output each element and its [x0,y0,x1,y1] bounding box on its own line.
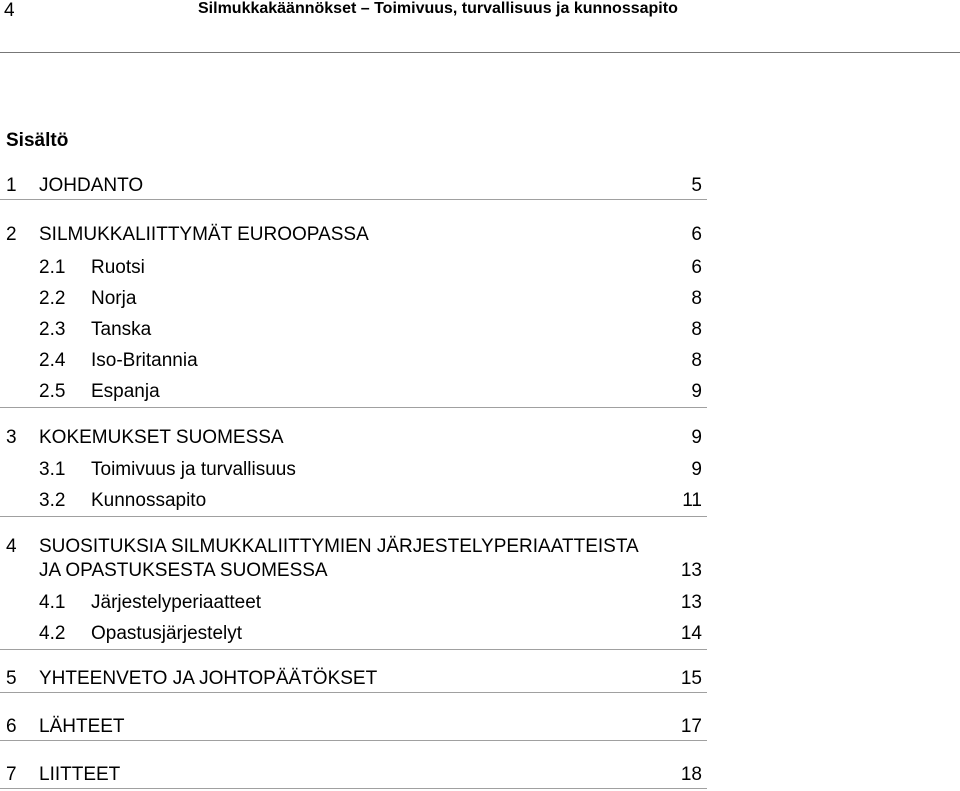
toc-entry-page: 9 [691,427,702,448]
toc-entry-number: 4 [6,536,17,557]
toc-entry-4-1[interactable] [0,592,707,616]
toc-entry-number: 6 [6,716,17,737]
toc-entry-page: 15 [680,668,702,689]
toc-entry-page: 6 [691,257,702,278]
page-header [0,0,960,53]
toc-entry-title: Opastusjärjestelyt [91,623,243,644]
toc-entry-number: 5 [6,668,17,689]
toc-entry-title: Norja [91,288,137,309]
toc-entry-6[interactable] [0,716,707,741]
toc-entry-page: 11 [682,490,702,511]
toc-entry-page: 9 [691,459,702,480]
toc-entry-number: 4.2 [39,623,66,644]
toc-entry-number: 3.1 [39,459,66,480]
toc-entry-1[interactable] [0,175,707,200]
toc-entry-title: Espanja [91,381,160,402]
toc-entry-title: SUOSITUKSIA SILMUKKALIITTYMIEN JÄRJESTELYPERIAATTEISTA [39,536,639,557]
toc-entry-4[interactable] [0,536,707,584]
toc-entry-title: Toimivuus ja turvallisuus [91,459,296,480]
toc-entry-page: 6 [691,224,702,245]
toc-entry-number: 1 [6,175,17,196]
page-number: 4 [4,0,15,21]
toc-heading: Sisältö [6,130,69,151]
toc-entry-page: 14 [680,623,702,644]
toc-entry-page: 13 [680,560,702,581]
toc-entry-4-2[interactable] [0,623,707,650]
toc-entry-title: Järjestelyperiaatteet [91,592,262,613]
toc-entry-3-1[interactable] [0,459,707,483]
toc-entry-title: Kunnossapito [91,490,207,511]
toc-entry-title: LÄHTEET [39,716,125,737]
toc-entry-title: Tanska [91,319,152,340]
toc-entry-2-3[interactable] [0,319,707,343]
toc-entry-title: YHTEENVETO JA JOHTOPÄÄTÖKSET [39,668,378,689]
toc-entry-2-4[interactable] [0,350,707,374]
toc-entry-number: 3 [6,427,17,448]
running-title: Silmukkakäännökset – Toimivuus, turvallisuus ja kunnossapito [198,0,678,17]
toc-entry-page: 9 [691,381,702,402]
toc-entry-title: Iso-Britannia [91,350,198,371]
toc-entry-page: 8 [691,319,702,340]
toc-entry-number: 2.5 [39,381,66,402]
toc-entry-3[interactable] [0,427,707,451]
toc-entry-page: 8 [691,350,702,371]
toc-entry-number: 2 [6,224,17,245]
toc-entry-title: Ruotsi [91,257,145,278]
toc-entry-page: 8 [691,288,702,309]
toc-entry-7[interactable] [0,764,707,789]
toc-entry-page: 13 [680,592,702,613]
toc-entry-2[interactable] [0,224,707,248]
toc-entry-2-2[interactable] [0,288,707,312]
toc-entry-number: 2.4 [39,350,66,371]
toc-entry-number: 4.1 [39,592,66,613]
toc-entry-2-1[interactable] [0,257,707,281]
toc-entry-3-2[interactable] [0,490,707,517]
toc-entry-title: LIITTEET [39,764,121,785]
toc-entry-page: 18 [680,764,702,785]
toc-entry-title-line2: JA OPASTUKSESTA SUOMESSA [39,560,328,581]
toc-entry-title: KOKEMUKSET SUOMESSA [39,427,284,448]
toc-entry-number: 7 [6,764,17,785]
toc-entry-5[interactable] [0,668,707,693]
toc-entry-number: 2.2 [39,288,66,309]
toc-entry-number: 2.1 [39,257,66,278]
toc-entry-number: 2.3 [39,319,66,340]
toc-entry-2-5[interactable] [0,381,707,408]
toc-entry-title: JOHDANTO [39,175,144,196]
toc-entry-page: 17 [680,716,702,737]
toc-entry-title: SILMUKKALIITTYMÄT EUROOPASSA [39,224,369,245]
toc-entry-page: 5 [691,175,702,196]
toc-entry-number: 3.2 [39,490,66,511]
